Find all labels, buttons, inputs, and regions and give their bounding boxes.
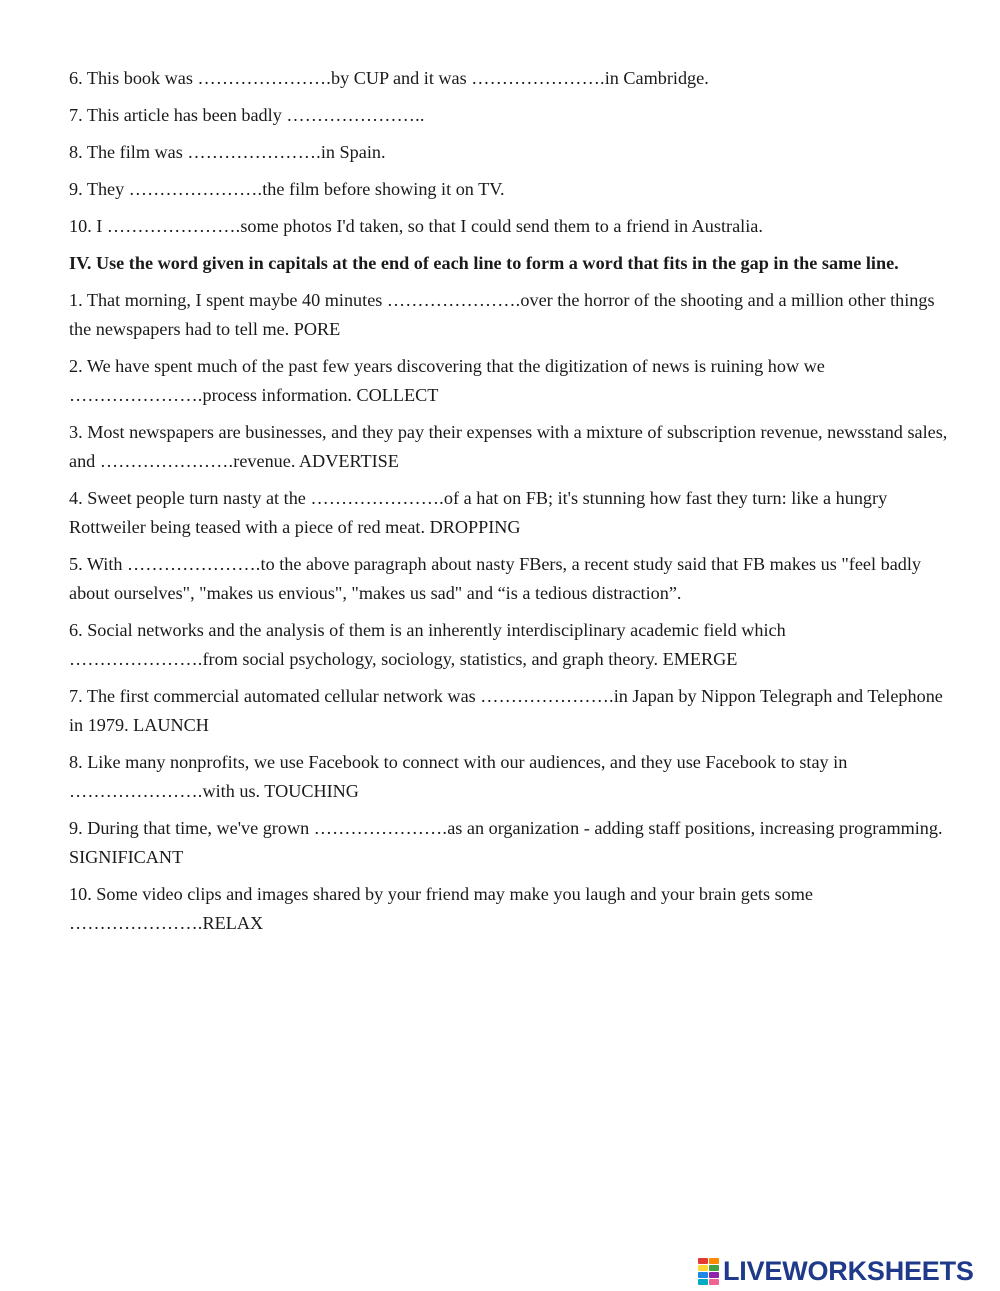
answer-blank[interactable]: ………………….: [386, 290, 521, 310]
brand-text: LIVEWORKSHEETS: [723, 1255, 974, 1286]
answer-blank[interactable]: ………………….: [310, 488, 444, 508]
answer-blank[interactable]: ………………….: [313, 818, 448, 838]
answer-blank[interactable]: ………………….: [69, 385, 203, 405]
exercise-item-4-3: 3. Most newspapers are businesses, and they pay their expenses with a mixture of subscription revenue, newsstand sales, and ………………….revenue. ADVERTISE: [69, 422, 948, 471]
exercise-item-4-6: 6. Social networks and the analysis of them is an inherently interdisciplinary academic field which ………………….from social psychology, sociology, statistics, and graph theory. EMERGE: [69, 620, 786, 669]
answer-blank[interactable]: ………………….: [187, 142, 321, 162]
exercise-item-4-9: 9. During that time, we've grown ………………….as an organization - adding staff positions, increasing programming. SIGNIFICANT: [69, 818, 943, 867]
exercise-item-3-7: 7. This article has been badly …………………..: [69, 105, 425, 125]
answer-blank[interactable]: ………………….: [286, 105, 420, 125]
liveworksheets-logo: [698, 1255, 974, 1287]
answer-blank[interactable]: ………………….: [69, 913, 203, 933]
exercise-item-4-5: 5. With ………………….to the above paragraph about nasty FBers, a recent study said that FB makes us "feel badly about ourselves", "makes us envious", "makes us sad" and “is a tedious distraction”.: [69, 554, 922, 603]
answer-blank[interactable]: ………………….: [127, 554, 261, 574]
exercise-item-3-6: 6. This book was ………………….by CUP and it was ………………….in Cambridge.: [69, 68, 709, 88]
worksheet-page: [69, 64, 959, 946]
exercise-item-3-8: 8. The film was ………………….in Spain.: [69, 142, 386, 162]
section-heading: IV. Use the word given in capitals at the end of each line to form a word that fits in the gap in the same line.: [69, 253, 899, 273]
answer-blank[interactable]: ………………….: [99, 451, 234, 471]
exercise-item-4-7: 7. The first commercial automated cellular network was ………………….in Japan by Nippon Telegraph and Telephone in 1979. LAUNCH: [69, 686, 943, 735]
answer-blank[interactable]: ………………….: [128, 179, 263, 199]
answer-blank[interactable]: ………………….: [106, 216, 241, 236]
exercise-item-4-2: 2. We have spent much of the past few years discovering that the digitization of news is ruining how we ………………….process information. COLLECT: [69, 356, 825, 405]
exercise-item-3-10: 10. I ………………….some photos I'd taken, so that I could send them to a friend in Australia.: [69, 216, 763, 236]
answer-blank[interactable]: ………………….: [69, 649, 203, 669]
exercise-item-4-1: 1. That morning, I spent maybe 40 minutes ………………….over the horror of the shooting and a million other things the newspapers had to tell me. PORE: [69, 290, 935, 339]
answer-blank[interactable]: ………………….: [480, 686, 614, 706]
exercise-item-3-9: 9. They ………………….the film before showing it on TV.: [69, 179, 505, 199]
answer-blank[interactable]: ………………….: [197, 68, 331, 88]
liveworksheets-logo-icon: [698, 1258, 719, 1285]
exercise-item-4-8: 8. Like many nonprofits, we use Facebook to connect with our audiences, and they use Facebook to stay in ………………….with us. TOUCHING: [69, 752, 848, 801]
exercise-item-4-4: 4. Sweet people turn nasty at the ………………….of a hat on FB; it's stunning how fast they turn: like a hungry Rottweiler being teased with a piece of red meat. DROPPING: [69, 488, 888, 537]
answer-blank[interactable]: ………………….: [471, 68, 605, 88]
answer-blank[interactable]: ………………….: [69, 781, 203, 801]
exercise-item-4-10: 10. Some video clips and images shared by your friend may make you laugh and your brain gets some ………………….RELAX: [69, 884, 814, 933]
